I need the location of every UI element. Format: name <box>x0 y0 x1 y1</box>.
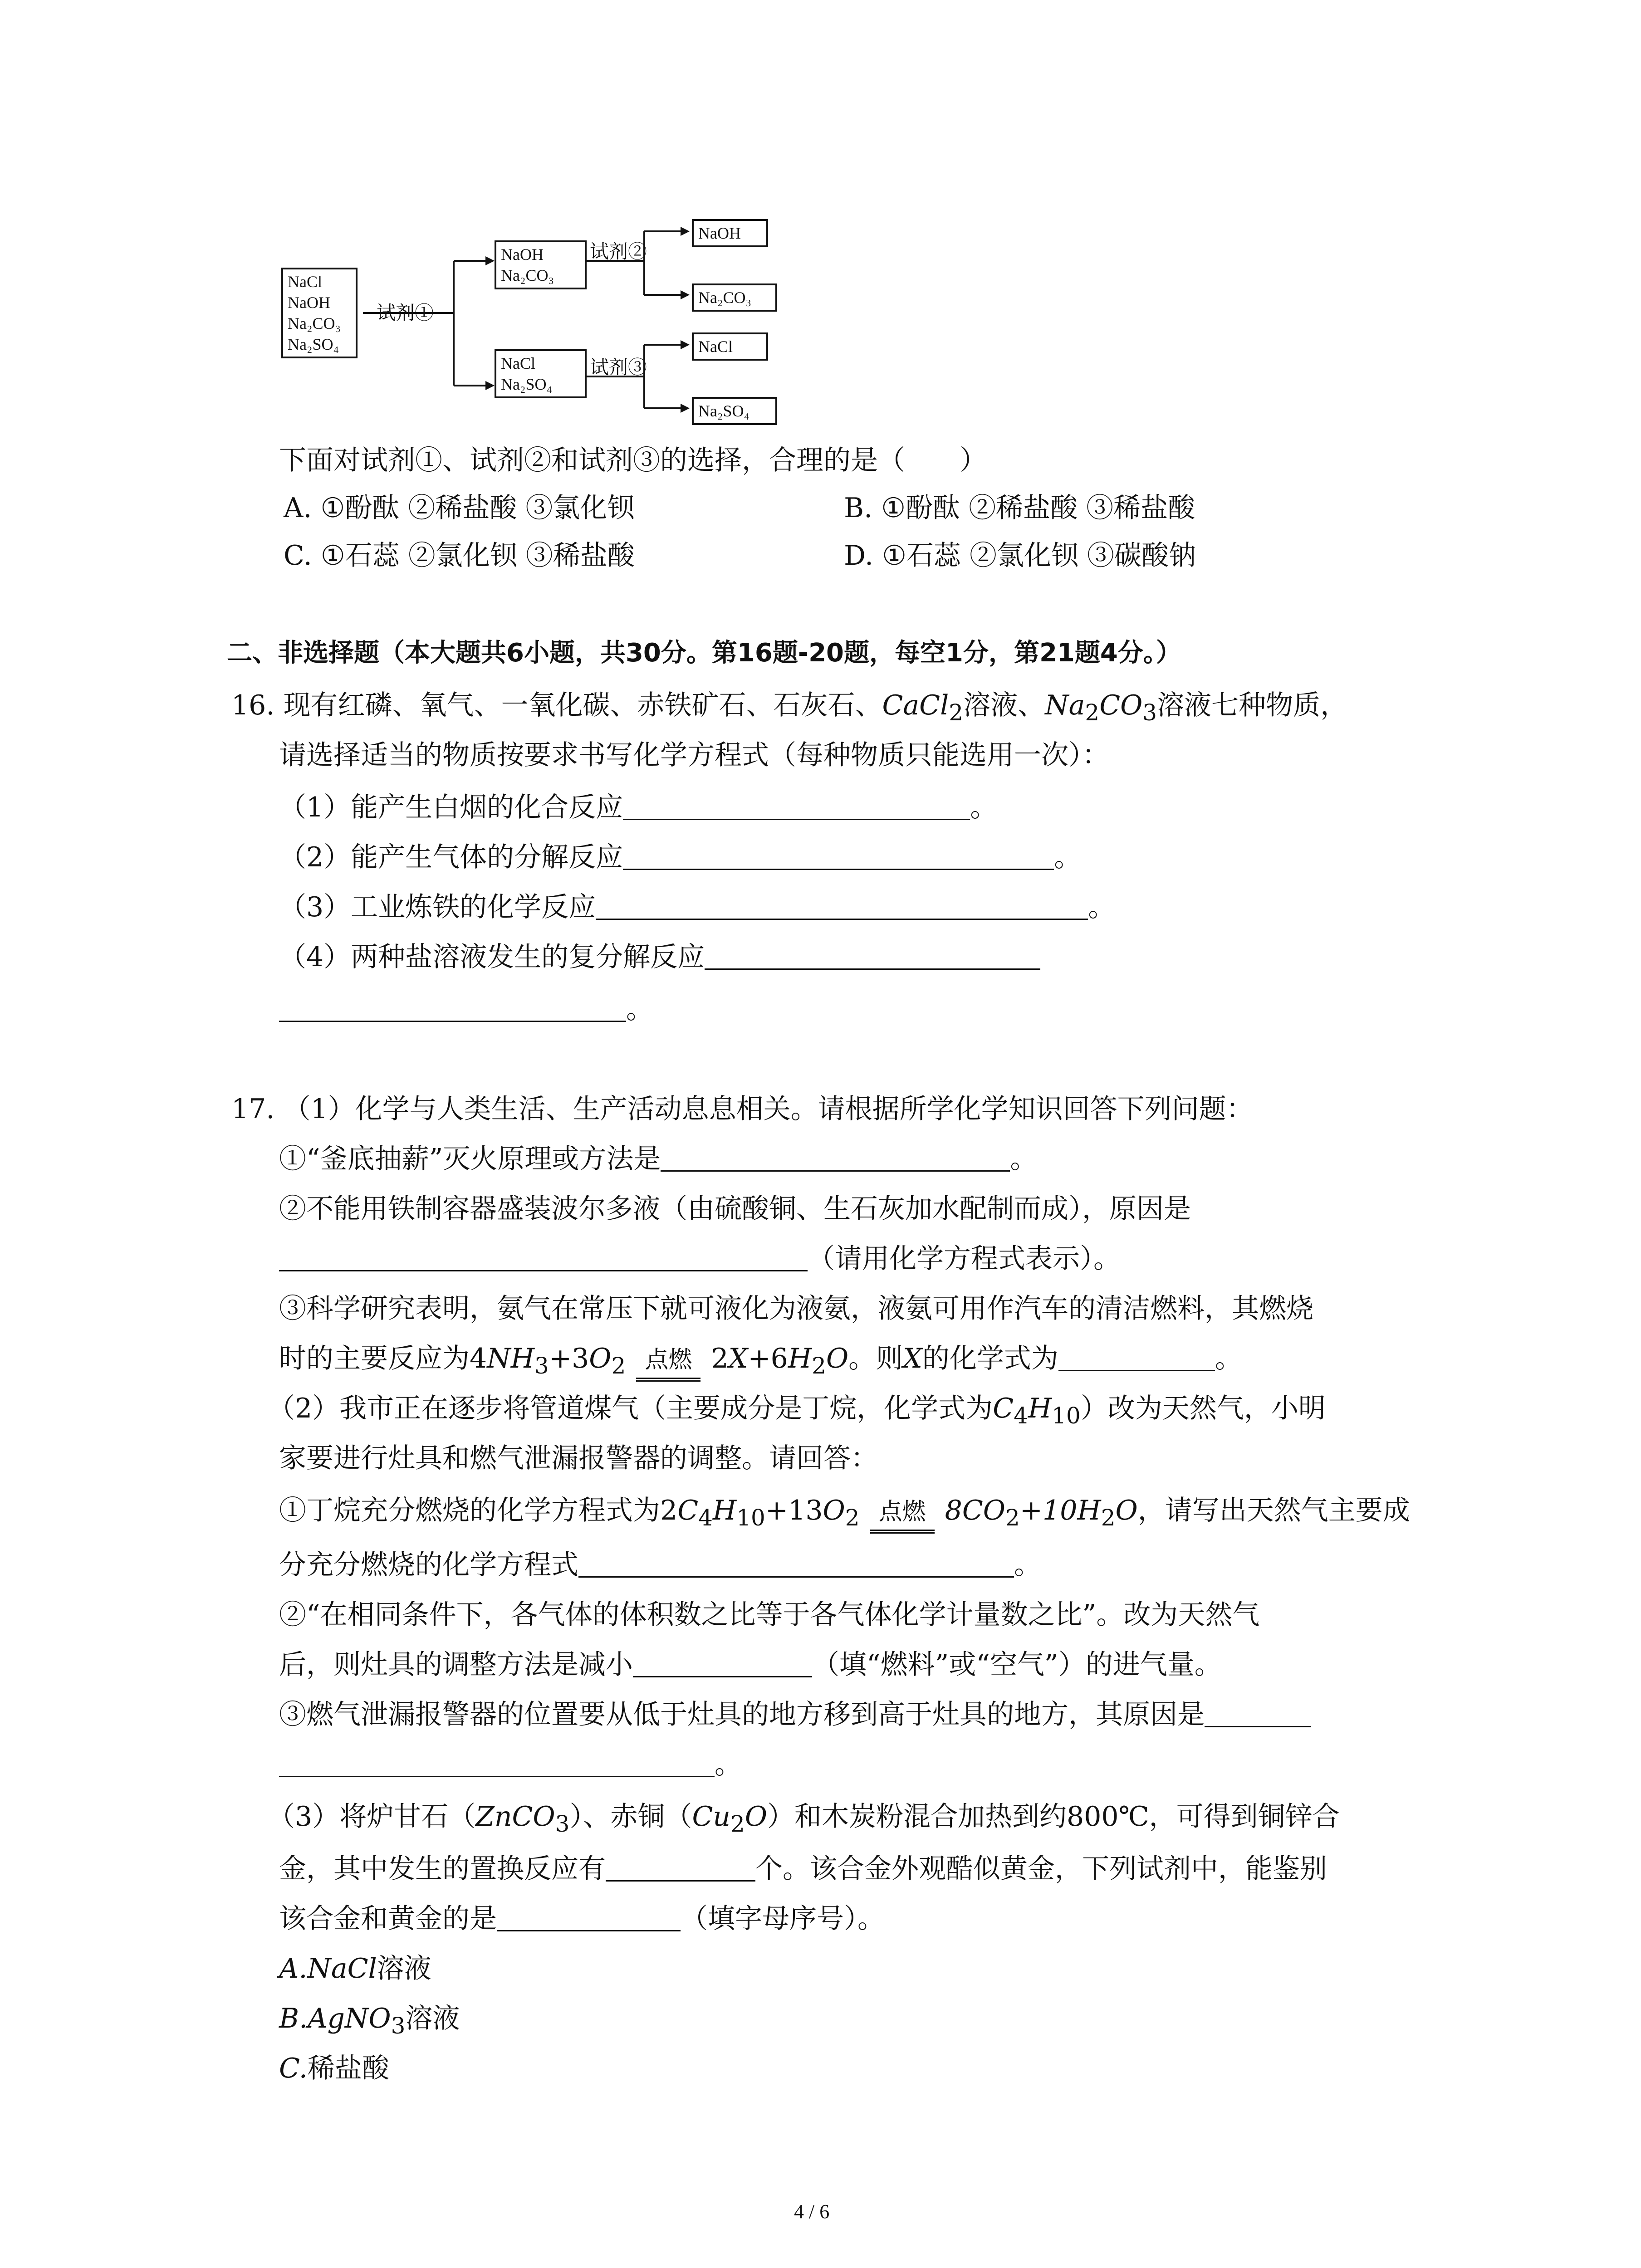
q16-number: 16. <box>231 689 275 721</box>
q17-3b <box>279 1851 1327 1887</box>
mid-top-naoh: NaOH <box>501 245 544 264</box>
q16-sub4-end: 。 <box>626 993 653 1025</box>
q17-2-1-sub2: 10 <box>736 1505 765 1531</box>
q16-sub4-cont <box>279 991 653 1027</box>
out-bot1-box <box>692 332 768 361</box>
q15-option-d: D. ①石蕊 ②氯化钡 ③碳酸钠 <box>844 540 1196 572</box>
q17-option-a <box>279 1950 431 1987</box>
q17-h2o-h: H <box>788 1343 812 1374</box>
q17-2-2-blank[interactable] <box>633 1650 812 1677</box>
q17-2-2b <box>279 1647 1222 1683</box>
q17-2-1b-text: 分充分燃烧的化学方程式 <box>279 1549 578 1581</box>
q17-o2: O <box>589 1343 612 1374</box>
out-bot1-label: NaCl <box>698 337 733 356</box>
q17-2-1-co2-sub: 2 <box>1005 1505 1020 1531</box>
q17-cu2o-cu: Cu <box>692 1801 730 1833</box>
q17-3c-pre: 该合金和黄金的是 <box>279 1903 497 1935</box>
start-na2co3: Na₂CO₃ <box>288 314 341 332</box>
q16-cacl2: CaCl <box>882 689 949 721</box>
q16-co-sub: 3 <box>1142 699 1157 726</box>
q16-sub3 <box>279 889 1115 925</box>
q17-cu2o-sub: 2 <box>730 1811 745 1837</box>
q17-coef2: 2 <box>711 1343 729 1374</box>
q17-1-3b-pre: 时的主要反应为4 <box>279 1343 487 1374</box>
q17-3a-post: ）和木炭粉混合加热到约800℃，可得到铜锌合 <box>767 1801 1340 1833</box>
q17-x-product: X <box>728 1343 748 1374</box>
out-top2-box <box>692 284 777 312</box>
q17-2-1-h2o-sub: 2 <box>1101 1505 1116 1531</box>
q17-c4h10-h: H <box>1028 1393 1052 1424</box>
q17-plus6: +6 <box>748 1343 788 1374</box>
q17-znco3: ZnCO <box>475 1801 555 1833</box>
out-bot2-box <box>692 397 777 425</box>
q17-2-3-blank-b[interactable] <box>279 1750 715 1777</box>
q17-1-2b <box>279 1241 1121 1277</box>
q17-number: 17. <box>231 1093 275 1125</box>
q17-2-1-sub1: 4 <box>698 1505 713 1531</box>
q16-text-a: 现有红磷、氧气、一氧化碳、赤铁矿石、石灰石、 <box>283 689 882 721</box>
q16-line1 <box>231 687 1347 731</box>
out-bot2-label: Na₂SO₄ <box>698 402 750 420</box>
q17-option-b-sub: 3 <box>391 2013 406 2039</box>
q17-2-1a-post: ，请写出天然气主要成 <box>1137 1495 1410 1526</box>
q17-h2o-sub: 2 <box>812 1353 826 1379</box>
q16-answer-blank-2[interactable] <box>623 842 1054 870</box>
q17-2-1-o2-sub: 2 <box>845 1505 860 1531</box>
mid-top-box <box>495 240 587 289</box>
q16-sub4 <box>279 939 1040 975</box>
q17-option-c-text: 稀盐酸 <box>307 2053 389 2084</box>
q17-o2-sub: 2 <box>611 1353 626 1379</box>
q17-2-1b-end: 。 <box>1014 1549 1041 1581</box>
q17-formula-of: 的化学式为 <box>922 1343 1058 1374</box>
q17-2-1-plus13: +13 <box>765 1495 823 1526</box>
start-mixture-box <box>281 268 358 358</box>
q17-1-1 <box>279 1141 1037 1177</box>
q17-2-1-h2o-o: O <box>1115 1495 1138 1526</box>
q16-sub2-end: 。 <box>1054 841 1082 873</box>
start-naoh: NaOH <box>288 293 330 312</box>
q17-3b-post: 个。该合金外观酷似黄金，下列试剂中，能鉴别 <box>755 1853 1327 1885</box>
q16-na-sub: 2 <box>1085 699 1100 726</box>
q17-3-blank-count[interactable] <box>606 1854 755 1882</box>
q17-option-b-formula: B.AgNO <box>279 2003 391 2034</box>
out-top2-label: Na₂CO₃ <box>698 288 752 307</box>
q16-sub3-text: （3）工业炼铁的化学反应 <box>279 891 596 923</box>
q17-part1-text: （1）化学与人类生活、生产活动息息相关。请根据所学化学知识回答下列问题： <box>283 1093 1254 1125</box>
q17-3b-pre: 金，其中发生的置换反应有 <box>279 1853 606 1885</box>
q17-3c <box>279 1901 885 1937</box>
q17-1-2a: ②不能用铁制容器盛装波尔多液（由硫酸铜、生石灰加水配制而成），原因是 <box>279 1193 1191 1225</box>
mid-bottom-nacl: NaCl <box>501 354 535 372</box>
q16-sub1-end: 。 <box>970 792 998 823</box>
q17-1-3-end: 。 <box>1215 1343 1242 1374</box>
start-nacl: NaCl <box>288 273 322 291</box>
q17-2-1b <box>279 1547 1041 1583</box>
q16-sub1-text: （1）能产生白烟的化合反应 <box>279 792 623 823</box>
q16-line2: 请选择适当的物质按要求书写化学方程式（每种物质只能选用一次）： <box>279 739 1109 771</box>
q17-c4h10-sub2: 10 <box>1052 1403 1081 1429</box>
q17-3a-pre: （3）将炉甘石（ <box>268 1801 476 1833</box>
q16-sub2-text: （2）能产生气体的分解反应 <box>279 841 623 873</box>
q16-answer-blank-4a[interactable] <box>705 942 1040 970</box>
q17-2-3a <box>279 1696 1311 1733</box>
q17-option-a-formula: A.NaCl <box>279 1953 377 1984</box>
q16-sol1: 溶液、 <box>963 689 1045 721</box>
q17-2a-pre: （2）我市正在逐步将管道煤气（主要成分是丁烷，化学式为 <box>268 1393 993 1424</box>
q17-2-1-h: H <box>712 1495 737 1526</box>
q17-2-3b <box>279 1746 742 1783</box>
q16-cacl2-sub: 2 <box>949 699 964 726</box>
q17-then: 。则 <box>848 1343 903 1374</box>
q16-sub1 <box>279 789 997 826</box>
reagent1-label: 试剂① <box>377 302 434 324</box>
q17-1-3b <box>279 1340 1242 1384</box>
q15-option-c: C. ①石蕊 ②氯化钡 ③稀盐酸 <box>284 540 635 572</box>
q17-option-a-text: 溶液 <box>377 1953 431 1984</box>
q17-2-1a-pre: ①丁烷充分燃烧的化学方程式为2 <box>279 1495 678 1526</box>
q17-2-2b-post: （填“燃料”或“空气”）的进气量。 <box>812 1649 1222 1681</box>
mid-bottom-na2so4: Na₂SO₄ <box>501 375 553 393</box>
q17-part1-intro <box>231 1091 1254 1127</box>
q17-c4h10-sub1: 4 <box>1014 1403 1028 1429</box>
q17-3-blank-choice[interactable] <box>497 1904 681 1931</box>
q17-cu2o-o: O <box>745 1801 768 1833</box>
q16-co: CO <box>1099 689 1143 721</box>
q17-option-c-letter: C. <box>279 2053 308 2084</box>
mid-top-na2co3: Na₂CO₃ <box>501 266 554 284</box>
q17-2a-post: ）改为天然气，小明 <box>1080 1393 1326 1424</box>
section-2-heading: 二、非选择题（本大题共6小题，共30分。第16题-20题，每空1分，第21题4分。） <box>227 638 1181 668</box>
q17-2-1-co2: 8CO <box>945 1495 1005 1526</box>
q15-option-a: A. ①酚酞 ②稀盐酸 ③氯化钡 <box>284 492 635 524</box>
out-top1-label: NaOH <box>698 224 741 242</box>
q17-1-3-blank[interactable] <box>1058 1344 1215 1371</box>
q17-3a-mid: ）、赤铜（ <box>569 1801 692 1833</box>
q16-answer-blank-4b[interactable] <box>279 994 626 1022</box>
q17-2-2a: ②“在相同条件下，各气体的体积数之比等于各气体化学计量数之比”。改为天然气 <box>279 1599 1260 1631</box>
reagent2-label: 试剂② <box>590 240 647 263</box>
q17-option-b <box>279 2000 460 2044</box>
q17-1-1-text: ①“釜底抽薪”灭火原理或方法是 <box>279 1143 661 1175</box>
start-na2so4: Na₂SO₄ <box>288 335 339 353</box>
q16-sub3-end: 。 <box>1088 891 1116 923</box>
q17-option-b-text: 溶液 <box>405 2003 460 2034</box>
q17-2-3a-text: ③燃气泄漏报警器的位置要从低于灶具的地方移到高于灶具的地方，其原因是 <box>279 1699 1205 1730</box>
q16-sub2 <box>279 839 1081 875</box>
q17-2-3b-end: 。 <box>715 1749 742 1780</box>
q17-nh3-sub: 3 <box>534 1353 549 1379</box>
q17-nh3: NH <box>487 1343 535 1374</box>
q17-c4h10-c: C <box>993 1393 1014 1424</box>
q16-answer-blank-1[interactable] <box>623 792 970 820</box>
q17-1-2b-text: （请用化学方程式表示）。 <box>808 1243 1121 1275</box>
q17-znco3-sub: 3 <box>555 1811 570 1837</box>
q17-2-1-c: C <box>677 1495 699 1526</box>
q17-2-1-o2: O <box>823 1495 845 1526</box>
q17-2-1-blank[interactable] <box>578 1550 1014 1578</box>
q16-sub4-text: （4）两种盐溶液发生的复分解反应 <box>279 941 705 973</box>
q17-1-1-blank[interactable] <box>661 1144 1010 1172</box>
q17-3a <box>268 1799 1340 1842</box>
q17-1-2-blank[interactable] <box>279 1244 808 1271</box>
q17-2-1a <box>279 1492 1410 1536</box>
q15-stem: 下面对试剂①、试剂②和试剂③的选择，合理的是（ ） <box>279 445 987 476</box>
q17-h2o-o: O <box>826 1343 849 1374</box>
q17-2b: 家要进行灶具和燃气泄漏报警器的调整。请回答： <box>279 1442 878 1474</box>
reagent3-label: 试剂③ <box>590 356 647 378</box>
q15-option-b: B. ①酚酞 ②稀盐酸 ③稀盐酸 <box>844 492 1195 524</box>
q16-na: Na <box>1045 689 1085 721</box>
q17-2-3-blank-a[interactable] <box>1205 1700 1311 1727</box>
q17-2-2b-pre: 后，则灶具的调整方法是减小 <box>279 1649 633 1681</box>
q17-1-1-end: 。 <box>1010 1143 1038 1175</box>
out-top1-box <box>692 219 768 247</box>
q17-condition-ignite-2: 点燃 <box>868 1494 936 1530</box>
q17-2a <box>268 1390 1326 1434</box>
q17-2-1-h2o: +10H <box>1019 1495 1101 1526</box>
q17-option-c <box>279 2050 389 2087</box>
page-number: 4 / 6 <box>794 2200 830 2223</box>
q17-1-3a: ③科学研究表明，氨气在常压下就可液化为液氨，液氨可用作汽车的清洁燃料，其燃烧 <box>279 1293 1313 1325</box>
q17-3c-post: （填字母序号）。 <box>681 1903 885 1935</box>
q17-x-var: X <box>903 1343 922 1374</box>
q17-condition-ignite-1: 点燃 <box>634 1342 702 1378</box>
q16-text-b: 溶液七种物质， <box>1157 689 1348 721</box>
q17-plus3: +3 <box>549 1343 589 1374</box>
mid-bottom-box <box>495 349 587 398</box>
q16-answer-blank-3[interactable] <box>596 892 1088 920</box>
